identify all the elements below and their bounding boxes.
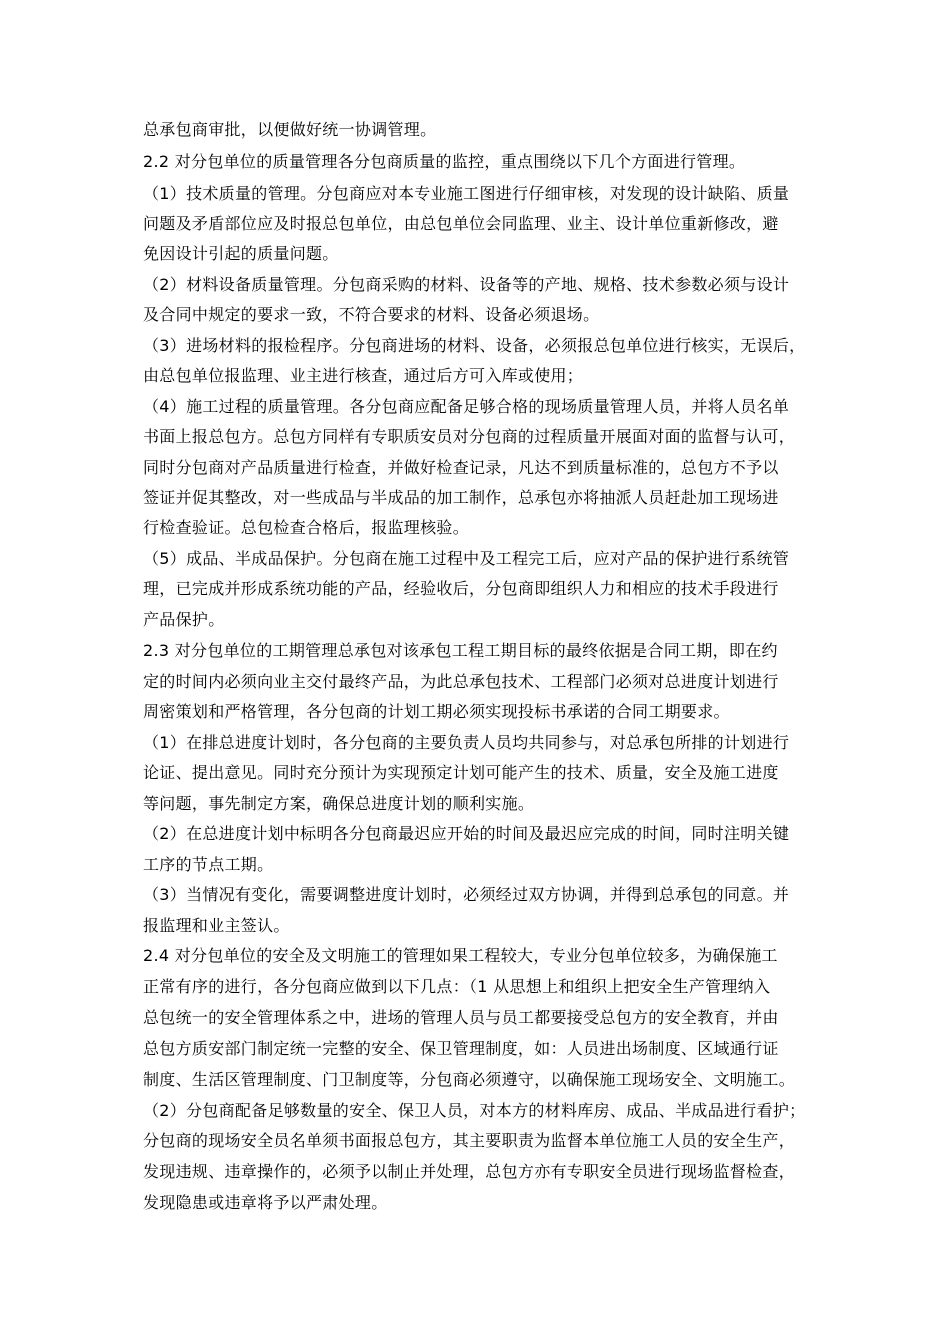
text-line: 签证并促其整改，对一些成品与半成品的加工制作，总承包亦将抽派人员赶赴加工现场进 xyxy=(143,488,779,507)
text-line: 周密策划和严格管理，各分包商的计划工期必须实现投标书承诺的合同工期要求。 xyxy=(143,702,730,721)
text-line: （4）施工过程的质量管理。各分包商应配备足够合格的现场质量管理人员，并将人员名单 xyxy=(143,397,790,416)
text-line: 问题及矛盾部位应及时报总包单位，由总包单位会同监理、业主、设计单位重新修改，避 xyxy=(143,214,779,233)
text-line: （3）进场材料的报检程序。分包商进场的材料、设备，必须报总包单位进行核实，无误后， xyxy=(143,336,806,355)
section-heading-2-2: 2.2 对分包单位的质量管理各分包商质量的监控，重点围绕以下几个方面进行管理。 xyxy=(143,152,746,171)
text-line: 分包商的现场安全员名单须书面报总包方，其主要职责为监督本单位施工人员的安全生产， xyxy=(143,1131,796,1150)
text-line: 免因设计引起的质量问题。 xyxy=(143,244,339,263)
text-line: 及合同中规定的要求一致，不符合要求的材料、设备必须退场。 xyxy=(143,305,600,324)
text-line: （2）材料设备质量管理。分包商采购的材料、设备等的产地、规格、技术参数必须与设计 xyxy=(143,275,790,294)
text-line: 论证、提出意见。同时充分预计为实现预定计划可能产生的技术、质量，安全及施工进度 xyxy=(143,763,779,782)
text-line: 正常有序的进行，各分包商应做到以下几点：（1 从思想上和组织上把安全生产管理纳入 xyxy=(143,977,771,996)
text-line: 由总包单位报监理、业主进行核查，通过后方可入库或使用； xyxy=(143,366,584,385)
text-line: 理，已完成并形成系统功能的产品，经验收后，分包商即组织人力和相应的技术手段进行 xyxy=(143,579,779,598)
text-line: （1）在排总进度计划时，各分包商的主要负责人员均共同参与，对总承包所排的计划进行 xyxy=(143,733,790,752)
text-line: 总包方质安部门制定统一完整的安全、保卫管理制度，如：人员进出场制度、区域通行证 xyxy=(143,1039,779,1058)
text-line: 发现隐患或违章将予以严肃处理。 xyxy=(143,1193,388,1212)
text-line: 工序的节点工期。 xyxy=(143,855,274,874)
text-line: 同时分包商对产品质量进行检查，并做好检查记录，凡达不到质量标准的，总包方不予以 xyxy=(143,458,779,477)
text-line: 报监理和业主签认。 xyxy=(143,916,290,935)
text-line: 书面上报总包方。总包方同样有专职质安员对分包商的过程质量开展面对面的监督与认可， xyxy=(143,427,796,446)
text-line: 行检查验证。总包检查合格后，报监理核验。 xyxy=(143,518,470,537)
text-line: 等问题，事先制定方案，确保总进度计划的顺利实施。 xyxy=(143,794,535,813)
text-line: （3）当情况有变化，需要调整进度计划时，必须经过双方协调，并得到总承包的同意。并 xyxy=(143,885,790,904)
text-line: （2）分包商配备足够数量的安全、保卫人员，对本方的材料库房、成品、半成品进行看护； xyxy=(143,1101,806,1120)
text-line: （5）成品、半成品保护。分包商在施工过程中及工程完工后，应对产品的保护进行系统管 xyxy=(143,549,790,568)
section-heading-2-3: 2.3 对分包单位的工期管理总承包对该承包工程工期目标的最终依据是合同工期，即在约 xyxy=(143,641,778,660)
text-line: 产品保护。 xyxy=(143,610,225,629)
text-line: 总包统一的安全管理体系之中，进场的管理人员与员工都要接受总包方的安全教育，并由 xyxy=(143,1008,779,1027)
text-line: 制度、生活区管理制度、门卫制度等，分包商必须遵守，以确保施工现场安全、文明施工。 xyxy=(143,1070,796,1089)
text-line: 发现违规、违章操作的，必须予以制止并处理，总包方亦有专职安全员进行现场监督检查， xyxy=(143,1162,796,1181)
text-line: （1）技术质量的管理。分包商应对本专业施工图进行仔细审核，对发现的设计缺陷、质量 xyxy=(143,184,790,203)
section-heading-2-4: 2.4 对分包单位的安全及文明施工的管理如果工程较大，专业分包单位较多，为确保施工 xyxy=(143,946,778,965)
text-line: （2）在总进度计划中标明各分包商最迟应开始的时间及最迟应完成的时间，同时注明关键 xyxy=(143,824,790,843)
text-line: 总承包商审批，以便做好统一协调管理。 xyxy=(143,120,437,139)
text-line: 定的时间内必须向业主交付最终产品，为此总承包技术、工程部门必须对总进度计划进行 xyxy=(143,672,779,691)
